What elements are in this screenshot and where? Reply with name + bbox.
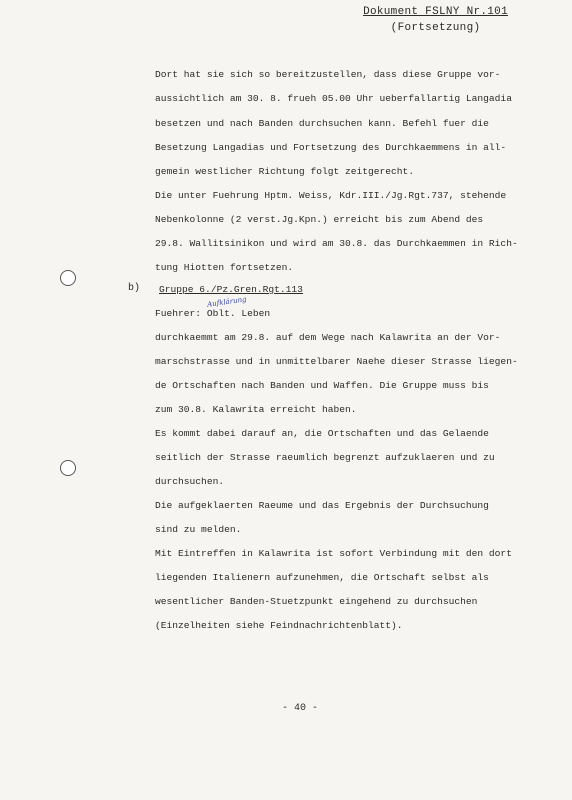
text-line: durchkaemmt am 29.8. auf dem Wege nach Kalawrita an der Vor- bbox=[155, 332, 501, 343]
text-line: seitlich der Strasse raeumlich begrenzt aufzuklaeren und zu bbox=[155, 452, 495, 463]
section-marker: b) bbox=[128, 283, 141, 294]
text-line: tung Hiotten fortsetzen. bbox=[155, 262, 294, 273]
text-line: Nebenkolonne (2 verst.Jg.Kpn.) erreicht bis zum Abend des bbox=[155, 214, 484, 225]
handwritten-annotation: Aufklärung bbox=[206, 295, 248, 309]
page-number: - 40 - bbox=[282, 703, 319, 714]
text-line: Die aufgeklaerten Raeume und das Ergebnis der Durchsuchung bbox=[155, 500, 489, 511]
text-line: Dort hat sie sich so bereitzustellen, dass diese Gruppe vor- bbox=[155, 69, 501, 80]
text-line: zum 30.8. Kalawrita erreicht haben. bbox=[155, 404, 357, 415]
text-line: wesentlicher Banden-Stuetzpunkt eingehend zu durchsuchen bbox=[155, 596, 478, 607]
document-reference: Dokument FSLNY Nr.101 bbox=[363, 6, 508, 18]
leader-line: Fuehrer: Oblt. Leben bbox=[155, 308, 271, 319]
text-line: aussichtlich am 30. 8. frueh 05.00 Uhr ueberfallartig Langadia bbox=[155, 93, 512, 104]
section-heading: Gruppe 6./Pz.Gren.Rgt.113 bbox=[159, 284, 303, 295]
text-line: Besetzung Langadias und Fortsetzung des Durchkaemmens in all- bbox=[155, 142, 507, 153]
text-line: de Ortschaften nach Banden und Waffen. Die Gruppe muss bis bbox=[155, 380, 489, 391]
text-line: marschstrasse und in unmittelbarer Naehe dieser Strasse liegen- bbox=[155, 356, 518, 367]
text-line: Es kommt dabei darauf an, die Ortschaften und das Gelaende bbox=[155, 428, 489, 439]
text-line: Die unter Fuehrung Hptm. Weiss, Kdr.III./Jg.Rgt.737, stehende bbox=[155, 190, 507, 201]
text-line: gemein westlicher Richtung folgt zeitgerecht. bbox=[155, 166, 415, 177]
document-header bbox=[363, 4, 508, 36]
punch-hole bbox=[60, 460, 76, 476]
text-line: liegenden Italienern aufzunehmen, die Ortschaft selbst als bbox=[155, 572, 489, 583]
text-line: Mit Eintreffen in Kalawrita ist sofort Verbindung mit den dort bbox=[155, 548, 512, 559]
punch-hole bbox=[60, 270, 76, 286]
text-line: besetzen und nach Banden durchsuchen kann. Befehl fuer die bbox=[155, 118, 489, 129]
text-line: sind zu melden. bbox=[155, 524, 242, 535]
text-line: (Einzelheiten siehe Feindnachrichtenblatt). bbox=[155, 620, 403, 631]
text-line: durchsuchen. bbox=[155, 476, 225, 487]
continuation-note: (Fortsetzung) bbox=[390, 22, 481, 34]
text-line: 29.8. Wallitsinikon und wird am 30.8. das Durchkaemmen in Rich- bbox=[155, 238, 518, 249]
